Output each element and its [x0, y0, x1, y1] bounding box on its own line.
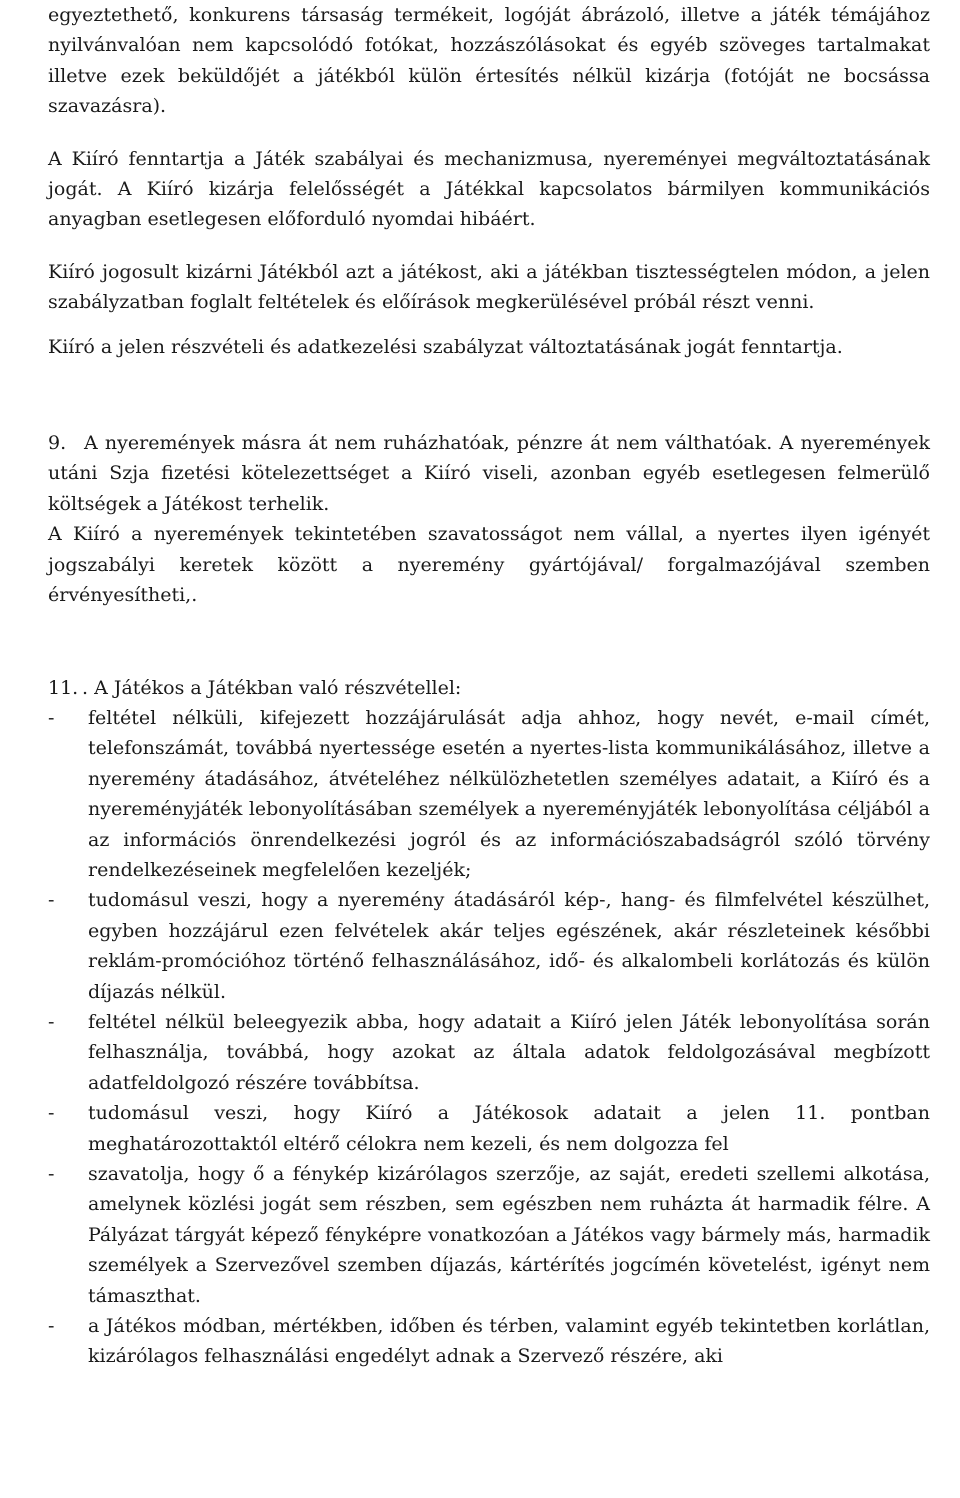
- paragraph-exclusion-rules: egyeztethető, konkurens társaság termékeit, logóját ábrázoló, illetve a játék témájához nyilvánvalóan nem kapcsolódó fotókat, hozzászólásokat és egyéb szöveges tartalmakat illetve ezek beküldőjét a játékból külön értesítés nélkül kizárja (fotóját ne bocsássa szavazásra).: [48, 4, 930, 118]
- section-9: [48, 428, 930, 610]
- spacer: [48, 611, 930, 673]
- list-item-text: tudomásul veszi, hogy Kiíró a Játékosok adatait a jelen 11. pontban meghatározottaktól eltérő célokra nem kezeli, és nem dolgozza fel: [88, 1102, 930, 1155]
- spacer: [48, 362, 930, 428]
- bullet-marker: -: [48, 1163, 55, 1185]
- paragraph-policy-change: Kiíró a jelen részvételi és adatkezelési szabályzat változtatásának jogát fenntartja.: [48, 335, 843, 358]
- list-item: [48, 885, 930, 1007]
- list-item-text: szavatolja, hogy ő a fénykép kizárólagos szerzője, az saját, eredeti szellemi alkotása, amelynek közlési jogát sem részben, sem egészben nem ruházta át harmadik félre. A Pályázat tárgyát képező fényképre vonatkozóan a Játékos vagy bármely más, harmadik személyek a Szervezővel szemben díjazás, kártérítés jogcímén követelést, igényt nem támaszthat.: [88, 1163, 930, 1307]
- section-11: [48, 673, 930, 703]
- list-item: [48, 703, 930, 885]
- list-item-text: feltétel nélküli, kifejezett hozzájárulását adja ahhoz, hogy nevét, e-mail címét, telefonszámát, továbbá nyertessége esetén a nyertes-lista kommunikálásához, illetve a nyeremény átadásához, átvételéhez nélkülözhetetlen személyes adatait, a Kiíró és a nyereményjáték lebonyolításában személyek a nyereményjáték lebonyolítása céljából a az információs önrendelkezési jogról és az információszabadságról szóló törvény rendelkezéseinek megfelelően kezeljék;: [88, 706, 930, 881]
- bullet-marker: -: [48, 1010, 55, 1033]
- list-item: [48, 1311, 930, 1372]
- spacer: [48, 318, 930, 332]
- bullet-marker: -: [48, 1102, 55, 1125]
- list-item-text: a Játékos módban, mértékben, időben és térben, valamint egyéb tekintetben korlátlan, kizárólagos felhasználási engedélyt adnak a Szervező részére, aki: [88, 1315, 930, 1368]
- document-page: [48, 0, 930, 1372]
- section-9-text-1: A nyeremények másra át nem ruházhatóak, pénzre át nem válthatóak. A nyeremények utáni Szja fizetési kötelezettséget a Kiíró viseli, azonban egyéb esetlegesen felmerülő költségek a Játékost terhelik.: [48, 432, 930, 515]
- bullet-marker: -: [48, 1315, 55, 1338]
- bullet-marker: -: [48, 706, 55, 729]
- list-item-text: tudomásul veszi, hogy a nyeremény átadásáról kép-, hang- és filmfelvétel készülhet, egyben hozzájárul ezen felvételek akár teljes egészének, akár részleteinek későbbi reklám-promócióhoz történő felhasználásához, idő- és alkalombeli korlátozás és külön díjazás nélkül.: [88, 889, 930, 1003]
- section-number: 11.: [48, 676, 79, 699]
- list-item: [48, 1098, 930, 1159]
- bullet-marker: -: [48, 889, 55, 912]
- section-body: [82, 673, 930, 703]
- paragraph-rules-change: A Kiíró fenntartja a Játék szabályai és mechanizmusa, nyereményei megváltoztatásának jogát. A Kiíró kizárja felelősségét a Játékkal kapcsolatos bármilyen kommunikációs anyagban esetlegesen előforduló nyomdai hibáért.: [48, 147, 930, 231]
- spacer: [48, 235, 930, 257]
- list-item: [48, 1007, 930, 1098]
- consent-list: [48, 703, 930, 1372]
- section-11-intro: . A Játékos a Játékban való részvétellel:: [82, 676, 462, 699]
- section-number: 9.: [48, 432, 67, 455]
- list-item: [48, 1159, 930, 1311]
- list-item-text: feltétel nélkül beleegyezik abba, hogy adatait a Kiíró jelen Játék lebonyolítása során felhasználja, továbbá, hogy azokat az általa adatok feldolgozásával megbízott adatfeldolgozó részére továbbítsa.: [88, 1010, 930, 1094]
- paragraph-player-exclusion: Kiíró jogosult kizárni Játékból azt a játékost, aki a játékban tisztességtelen módon, a jelen szabályzatban foglalt feltételek és előírások megkerülésével próbál részt venni.: [48, 260, 930, 314]
- section-9-text-2: A Kiíró a nyeremények tekintetében szavatosságot nem vállal, a nyertes ilyen igényét jogszabályi keretek között a nyeremény gyártójával/ forgalmazójával szemben érvényesítheti,.: [48, 523, 930, 607]
- section-body: [48, 428, 930, 610]
- spacer: [48, 122, 930, 144]
